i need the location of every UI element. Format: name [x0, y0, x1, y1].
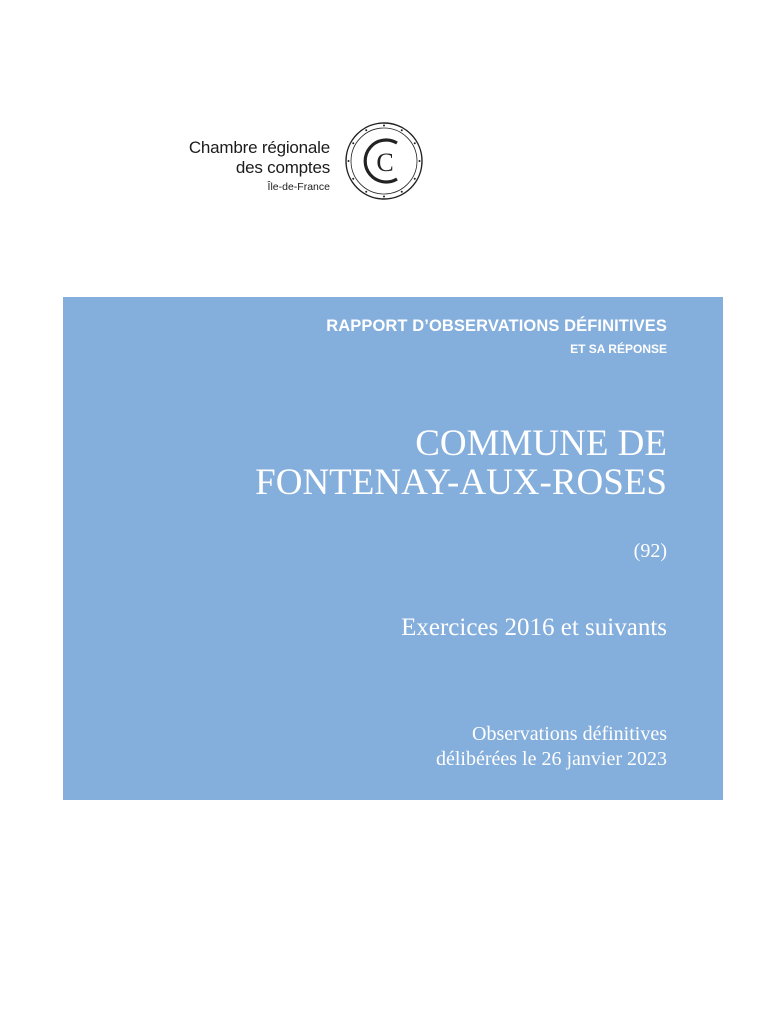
org-name-line1: Chambre régionale — [188, 138, 330, 157]
department-number: (92) — [633, 540, 667, 562]
entity-name — [255, 424, 667, 502]
report-type-title: RAPPORT D’OBSERVATIONS DÉFINITIVES — [326, 317, 667, 335]
cover-banner — [63, 297, 723, 800]
entity-name-line2: FONTENAY-AUX-ROSES — [255, 462, 667, 503]
org-region: Île-de-France — [267, 181, 330, 193]
svg-text:C: C — [376, 148, 394, 177]
crc-seal-logo — [344, 121, 424, 201]
observations-line2: délibérées le 26 janvier 2023 — [435, 748, 667, 770]
org-logo-text — [189, 138, 330, 195]
observations-info — [436, 722, 667, 772]
entity-name-line1: COMMUNE DE — [415, 423, 667, 464]
observations-line1: Observations définitives — [472, 723, 667, 745]
org-name-line2: des comptes — [235, 158, 330, 177]
report-type-subtitle: ET SA RÉPONSE — [570, 342, 667, 356]
fiscal-period: Exercices 2016 et suivants — [401, 614, 667, 641]
